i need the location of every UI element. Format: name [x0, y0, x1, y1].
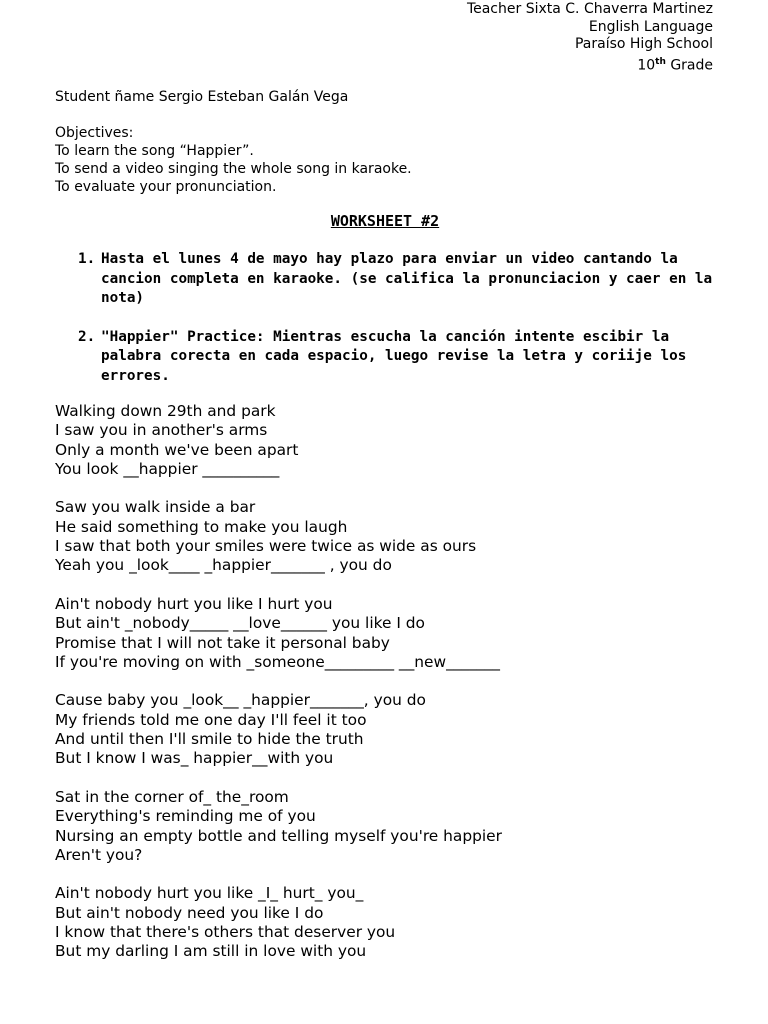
lyric-line: Cause baby you _look__ _happier_______, you do	[55, 691, 426, 710]
lyric-line: Ain't nobody hurt you like I hurt you	[55, 594, 333, 613]
objectives-section	[55, 124, 412, 196]
grade-number: 10	[637, 57, 656, 74]
objectives-heading: Objectives:	[55, 125, 134, 141]
lyric-line: Sat in the corner of_ the_room	[55, 787, 289, 806]
lyric-line: Only a month we've been apart	[55, 440, 299, 459]
grade-suffix: th	[655, 56, 666, 67]
grade-word: Grade	[670, 57, 713, 74]
objective-item: To learn the song “Happier”.	[55, 143, 254, 159]
lyric-line: Saw you walk inside a bar	[55, 498, 256, 517]
subject-name: English Language	[588, 18, 713, 35]
song-lyrics	[55, 402, 502, 981]
student-name-line: Student ñame Sergio Esteban Galán Vega	[55, 89, 349, 105]
lyric-line: Walking down 29th and park	[55, 402, 276, 420]
lyric-line: Yeah you _look____ _happier_______ , you do	[55, 556, 392, 575]
lyric-line: I saw that both your smiles were twice as wide as ours	[55, 537, 477, 556]
teacher-name: Teacher Sixta C. Chaverra Martinez	[466, 1, 713, 17]
instruction-number: 2.	[78, 328, 96, 345]
lyrics-stanza	[55, 691, 502, 768]
lyric-line: I saw you in another's arms	[55, 421, 268, 440]
grade-line	[467, 54, 713, 75]
instruction-text: "Happier" Practice: Mientras escucha la canción intente escibir la palabra corecta en cada espacio, luego revise la letra y coriije los errores.	[101, 328, 687, 384]
lyric-line: If you're moving on with _someone_________ __new_______	[55, 652, 500, 671]
lyric-line: But I know I was_ happier__with you	[55, 749, 334, 768]
lyric-line: But my darling I am still in love with you	[55, 942, 367, 961]
objective-item: To send a video singing the whole song in karaoke.	[55, 161, 412, 177]
lyrics-stanza	[55, 595, 502, 672]
lyric-line: And until then I'll smile to hide the truth	[55, 730, 364, 749]
lyric-line: Promise that I will not take it personal baby	[55, 633, 390, 652]
instruction-number: 1.	[78, 251, 96, 267]
lyrics-stanza	[55, 402, 502, 479]
lyric-line: He said something to make you laugh	[55, 517, 348, 536]
objective-item: To evaluate your pronunciation.	[55, 179, 277, 195]
lyric-line: Everything's reminding me of you	[55, 807, 316, 826]
lyric-line: Aren't you?	[55, 845, 143, 864]
lyrics-stanza	[55, 788, 502, 865]
school-name: Paraíso High School	[574, 36, 713, 52]
lyrics-stanza	[55, 884, 502, 961]
instruction-item	[55, 250, 715, 309]
lyric-line: Ain't nobody hurt you like _I_ hurt_ you_	[55, 884, 364, 903]
lyric-line: I know that there's others that deserver you	[55, 923, 396, 942]
instruction-text: Hasta el lunes 4 de mayo hay plazo para enviar un video cantando la cancion completa en karaoke. (se califica la pronunciacion y caer en la nota)	[101, 251, 713, 306]
lyric-line: Nursing an empty bottle and telling myself you're happier	[55, 826, 502, 845]
worksheet-title: WORKSHEET #2	[330, 212, 440, 230]
lyric-line: But ain't nobody need you like I do	[55, 903, 324, 922]
instructions-list	[55, 250, 715, 405]
document-header	[467, 1, 713, 75]
lyrics-stanza	[55, 498, 502, 575]
lyric-line: But ain't _nobody_____ __love______ you like I do	[55, 614, 425, 633]
instruction-item	[55, 328, 715, 387]
lyric-line: You look __happier __________	[55, 459, 280, 478]
lyric-line: My friends told me one day I'll feel it too	[55, 710, 367, 729]
